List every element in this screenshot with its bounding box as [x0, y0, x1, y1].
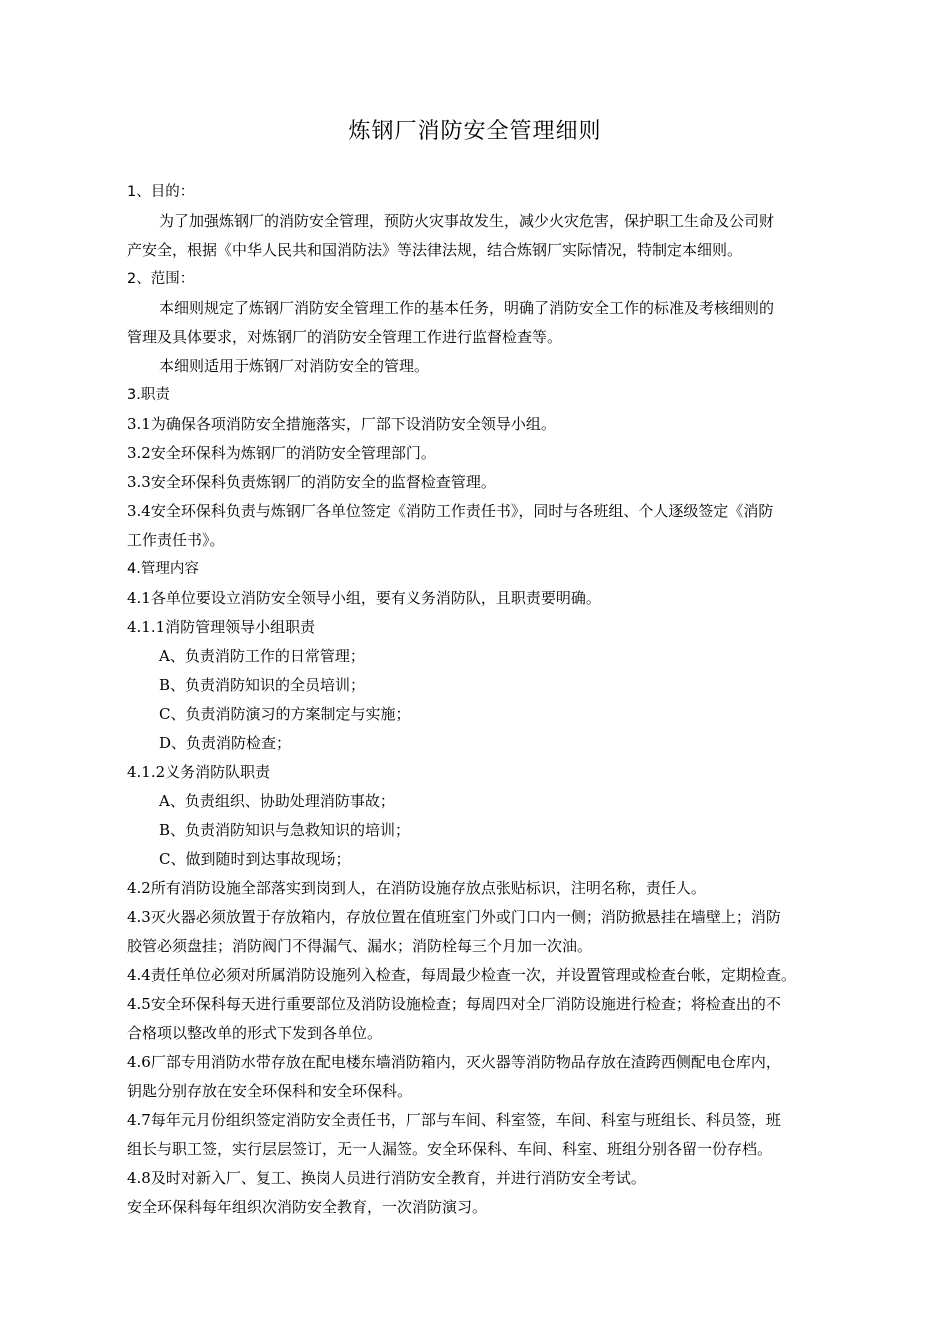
list-item: C、负责消防演习的方案制定与实施；	[159, 705, 411, 723]
list-item: B、负责消防知识的全员培训；	[159, 676, 366, 694]
clause-4-7-line-2: 组长与职工签，实行层层签订，无一人漏签。安全环保科、车间、科室、班组分别各留一份存档。	[127, 1140, 773, 1158]
section-4-heading: 4.管理内容	[127, 561, 199, 577]
clause-3-4-line-1: 3.4安全环保科负责与炼钢厂各单位签定《消防工作责任书》，同时与各班组、个人逐级签定《消防	[127, 502, 774, 520]
list-item: B、负责消防知识与急救知识的培训；	[159, 821, 411, 839]
clause-3-2: 3.2安全环保科为炼钢厂的消防安全管理部门。	[127, 444, 436, 462]
section-2-heading: 2、范围：	[127, 271, 195, 287]
section-2-paragraph-line-1: 本细则规定了炼钢厂消防安全管理工作的基本任务，明确了消防安全工作的标准及考核细则的	[159, 299, 775, 317]
clause-4-5-line-1: 4.5安全环保科每天进行重要部位及消防设施检查；每周四对全厂消防设施进行检查；将检查出的不	[127, 995, 781, 1013]
page-title: 炼钢厂消防安全管理细则	[348, 119, 602, 144]
clause-4-3-line-2: 胶管必须盘挂；消防阀门不得漏气、漏水；消防栓每三个月加一次油。	[127, 937, 593, 955]
clause-3-1: 3.1为确保各项消防安全措施落实，厂部下设消防安全领导小组。	[127, 415, 556, 433]
clause-4-5-line-2: 合格项以整改单的形式下发到各单位。	[127, 1024, 383, 1042]
list-item: A、负责组织、协助处理消防事故；	[159, 792, 395, 810]
list-item: D、负责消防检查；	[159, 734, 292, 752]
clause-4-6-line-1: 4.6厂部专用消防水带存放在配电楼东墙消防箱内，灭火器等消防物品存放在渣跨西侧配电仓库内，	[127, 1053, 781, 1071]
list-item: C、做到随时到达事故现场；	[159, 850, 351, 868]
section-1-heading: 1、目的：	[127, 184, 195, 200]
clause-4-8: 4.8及时对新入厂、复工、换岗人员进行消防安全教育，并进行消防安全考试。	[127, 1169, 646, 1187]
clause-4-1: 4.1各单位要设立消防安全领导小组，要有义务消防队，且职责要明确。	[127, 589, 601, 607]
clause-4-8-extra: 安全环保科每年组织次消防安全教育，一次消防演习。	[127, 1198, 488, 1216]
clause-3-3: 3.3安全环保科负责炼钢厂的消防安全的监督检查管理。	[127, 473, 496, 491]
section-2-paragraph-line-2: 管理及具体要求，对炼钢厂的消防安全管理工作进行监督检查等。	[127, 328, 563, 346]
section-1-paragraph-line-1: 为了加强炼钢厂的消防安全管理，预防火灾事故发生，减少火灾危害，保护职工生命及公司财	[159, 212, 775, 230]
document-body	[127, 178, 862, 1222]
clause-4-6-line-2: 钥匙分别存放在安全环保科和安全环保科。	[127, 1082, 413, 1100]
clause-4-4: 4.4责任单位必须对所属消防设施列入检查，每周最少检查一次，并设置管理或检查台帐，定期检查。	[127, 966, 796, 984]
list-item: A、负责消防工作的日常管理；	[159, 647, 365, 665]
clause-4-2: 4.2所有消防设施全部落实到岗到人，在消防设施存放点张贴标识，注明名称，责任人。	[127, 879, 706, 897]
clause-4-7-line-1: 4.7每年元月份组织签定消防安全责任书，厂部与车间、科室签，车间、科室与班组长、科员签，班	[127, 1111, 781, 1129]
clause-4-1-2: 4.1.2义务消防队职责	[127, 763, 271, 781]
clause-4-3-line-1: 4.3灭火器必须放置于存放箱内，存放位置在值班室门外或门口内一侧；消防掀悬挂在墙壁上；消防	[127, 908, 781, 926]
clause-4-1-1: 4.1.1消防管理领导小组职责	[127, 618, 316, 636]
clause-3-4-line-2: 工作责任书》。	[127, 531, 225, 549]
section-1-paragraph-line-2: 产安全，根据《中华人民共和国消防法》等法律法规，结合炼钢厂实际情况，特制定本细则。	[127, 241, 743, 259]
section-3-heading: 3.职责	[127, 387, 170, 403]
section-2-paragraph-2: 本细则适用于炼钢厂对消防安全的管理。	[159, 357, 430, 375]
